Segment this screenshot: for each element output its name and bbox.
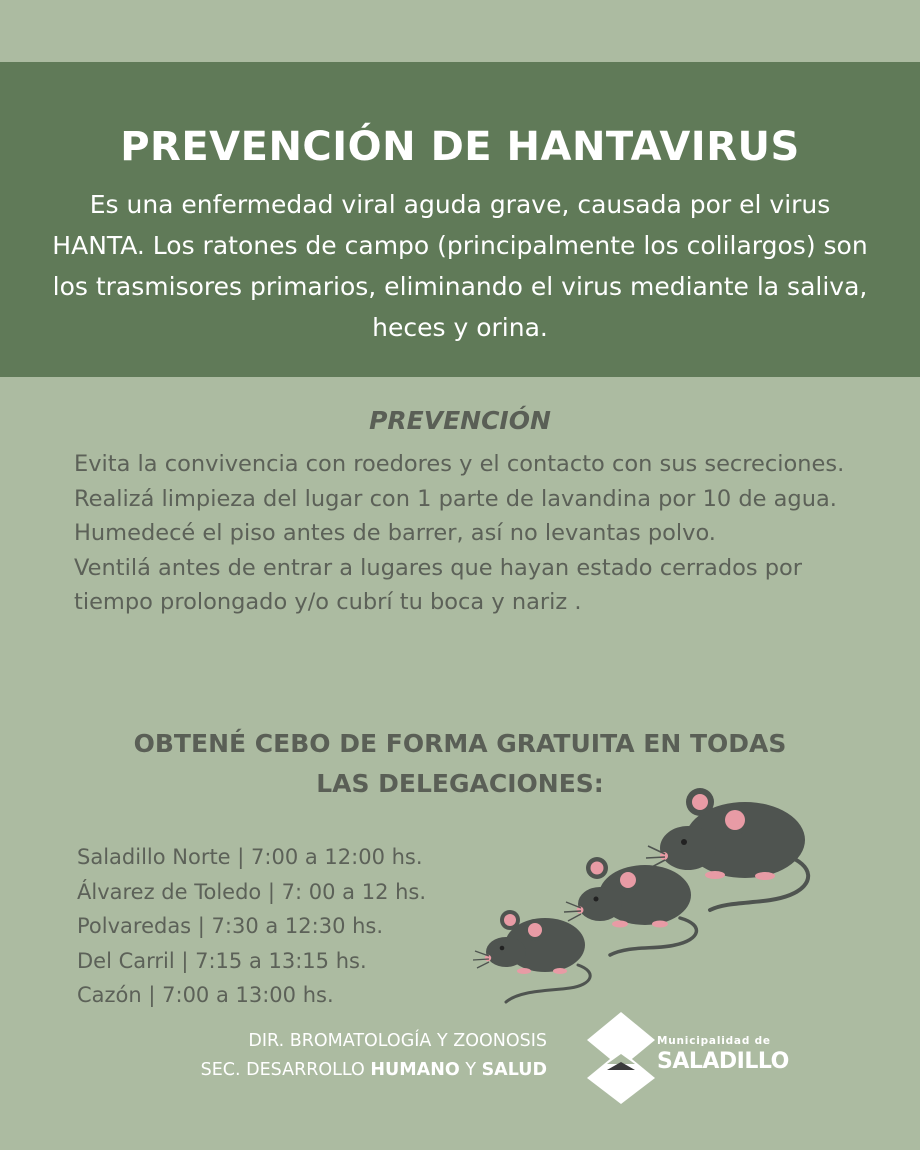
footer-line-1: DIR. BROMATOLOGÍA Y ZOONOSIS (248, 1031, 547, 1051)
mice-illustration (460, 780, 820, 1010)
delegation-item: Cazón | 7:00 a 13:00 hs. (77, 983, 334, 1007)
prevention-list (74, 447, 874, 620)
footer-line-2: SEC. DESARROLLO HUMANO Y SALUD (200, 1060, 547, 1080)
logo-big-text: SALADILLO (657, 1049, 789, 1074)
cebo-line-2: LAS DELEGACIONES: (316, 769, 604, 798)
delegations-list (77, 840, 517, 1013)
prevention-item: Evita la convivencia con roedores y el contacto con sus secreciones. (74, 451, 845, 477)
delegation-item: Del Carril | 7:15 a 13:15 hs. (77, 948, 367, 973)
mouse-small-icon (473, 910, 590, 1002)
footer-credits (100, 1027, 547, 1085)
cebo-line-1: OBTENÉ CEBO DE FORMA GRATUITA EN TODAS (133, 729, 787, 758)
delegation-item: Polvaredas | 7:30 a 12:30 hs. (77, 914, 384, 938)
logo-small-text: Municipalidad de (657, 1035, 771, 1047)
header-banner (0, 62, 920, 377)
prevention-item: Ventilá antes de entrar a lugares que hayan estado cerrados por tiempo prolongado y/o cubrí tu boca y nariz . (74, 554, 803, 615)
prevention-item: Realizá limpieza del lugar con 1 parte de lavandina por 10 de agua. (74, 485, 837, 512)
intro-description: Es una enfermedad viral aguda grave, causada por el virus HANTA. Los ratones de campo (principalmente los colilargos) son los trasmisores primarios, eliminando el virus mediante la saliva, heces y orina. (52, 190, 868, 342)
delegation-item: Álvarez de Toledo | 7: 00 a 12 hs. (77, 879, 427, 904)
prevention-title: PREVENCIÓN (369, 406, 551, 435)
logo-wordmark (657, 1035, 797, 1074)
delegation-item: Saladillo Norte | 7:00 a 12:00 hs. (77, 845, 423, 869)
page-title: PREVENCIÓN DE HANTAVIRUS (120, 124, 800, 170)
prevention-item: Humedecé el piso antes de barrer, así no levantas polvo. (74, 520, 716, 546)
